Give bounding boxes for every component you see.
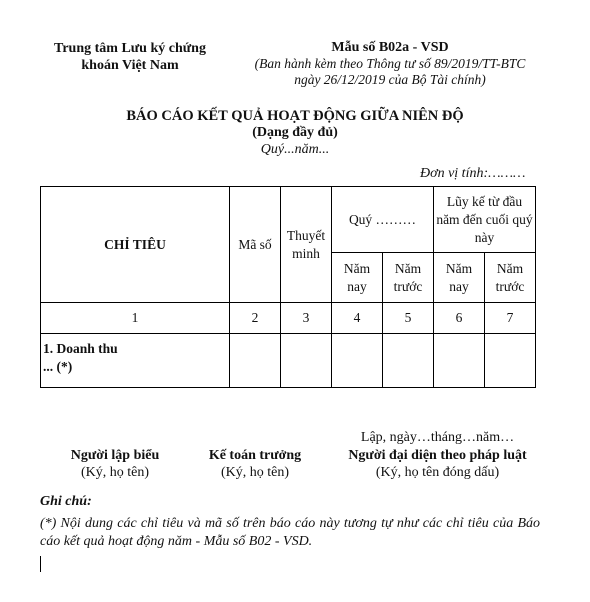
header-ytd-last-year: Năm trước (485, 253, 536, 303)
cell-ytd-last-year (485, 334, 536, 388)
col-number-6: 6 (434, 303, 485, 334)
col-number-4: 4 (332, 303, 383, 334)
preparer-hint: (Ký, họ tên) (80, 465, 150, 480)
cell-q-this-year (332, 334, 383, 388)
report-subtitle: (Dạng đầy đủ) (252, 125, 338, 140)
report-period: Quý...năm... (260, 142, 330, 157)
cell-note (281, 334, 332, 388)
header-ytd-this-year: Năm nay (434, 253, 485, 303)
text-cursor (40, 556, 41, 572)
legal-rep-hint: (Ký, họ tên đóng dấu) (375, 465, 500, 480)
form-basis-line-1: (Ban hành kèm theo Thông tư số 89/2019/TT-BTC (254, 56, 526, 71)
signature-legal-rep (335, 447, 540, 481)
header-q-last-year: Năm trước (383, 253, 434, 303)
signature-accountant (190, 447, 320, 481)
legal-rep-title: Người đại diện theo pháp luật (348, 448, 527, 463)
signature-preparer (40, 447, 190, 481)
notes-title: Ghi chú: (40, 494, 92, 509)
header-code: Mã số (230, 187, 281, 303)
row-label-line-1: 1. Doanh thu (43, 341, 118, 356)
accountant-title: Kế toán trưởng (208, 448, 302, 463)
col-number-1: 1 (41, 303, 230, 334)
row-indicator-revenue (41, 334, 230, 388)
col-number-2: 2 (230, 303, 281, 334)
header-note: Thuyết minh (281, 187, 332, 303)
form-info (225, 40, 555, 88)
form-basis-line-2: ngày 26/12/2019 của Bộ Tài chính) (294, 72, 486, 87)
report-table (40, 186, 536, 388)
signature-date-line: Lập, ngày…tháng…năm… (360, 430, 515, 445)
row-label-line-2: ... (*) (43, 359, 73, 374)
col-number-7: 7 (485, 303, 536, 334)
org-line-1: Trung tâm Lưu ký chứng (54, 41, 206, 56)
cell-ytd-this-year (434, 334, 485, 388)
org-line-2: khoán Việt Nam (81, 58, 179, 73)
col-number-3: 3 (281, 303, 332, 334)
header-ytd: Lũy kế từ đầu năm đến cuối quý này (434, 187, 536, 253)
report-title: BÁO CÁO KẾT QUẢ HOẠT ĐỘNG GIỮA NIÊN ĐỘ (126, 108, 464, 124)
cell-code (230, 334, 281, 388)
header-indicator: CHỈ TIÊU (41, 187, 230, 303)
organization-name (40, 40, 220, 74)
preparer-title: Người lập biểu (70, 448, 160, 463)
cell-q-last-year (383, 334, 434, 388)
header-quarter: Quý ……… (332, 187, 434, 253)
unit-of-measure: Đơn vị tính:……… (420, 166, 526, 181)
accountant-hint: (Ký, họ tên) (220, 465, 290, 480)
table-row (41, 334, 536, 388)
header-q-this-year: Năm nay (332, 253, 383, 303)
col-number-5: 5 (383, 303, 434, 334)
form-basis (225, 56, 555, 88)
form-code: Mẫu số B02a - VSD (331, 40, 449, 55)
notes-body: (*) Nội dung các chỉ tiêu và mã số trên báo cáo này tương tự như các chỉ tiêu của Báo cáo kết quả hoạt động năm - Mẫu số B02 - VSD. (40, 516, 540, 549)
